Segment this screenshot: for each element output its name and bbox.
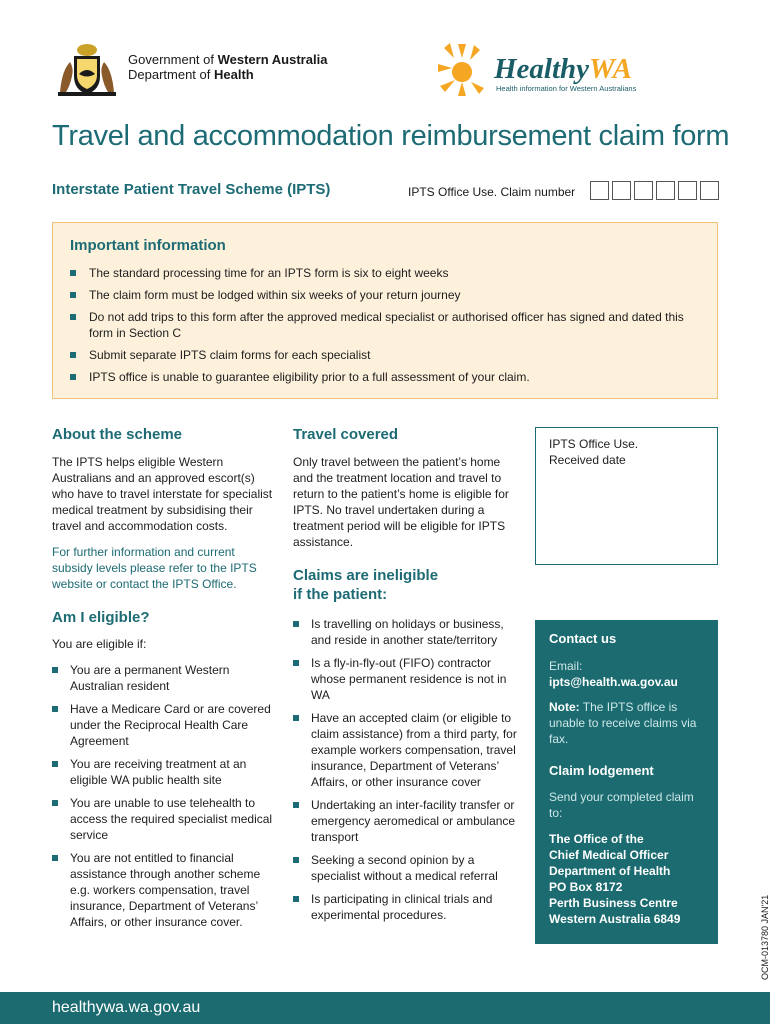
about-body: The IPTS helps eligible Western Australians and an approved escort(s) who have to travel interstate for specialist medical treatment by subsidising their travel and accommodation costs. <box>52 455 273 533</box>
ineligible-heading: Claims are ineligible if the patient: <box>293 567 439 603</box>
claim-number-box[interactable] <box>700 181 719 200</box>
list-item: Undertaking an inter-facility transfer or emergency aeromedical or ambulance transport <box>293 797 518 845</box>
list-item: You are receiving treatment at an eligible WA public health site <box>52 756 277 788</box>
list-item: Have a Medicare Card or are covered under the Reciprocal Health Care Agreement <box>52 701 277 749</box>
claim-number-label: IPTS Office Use. Claim number <box>408 185 576 199</box>
travel-heading: Travel covered <box>293 426 399 443</box>
claim-lodgement-heading: Claim lodgement <box>549 763 654 778</box>
lodgement-text: Send your completed claim to: <box>549 790 694 820</box>
claim-number-box[interactable] <box>678 181 697 200</box>
contact-panel <box>535 620 718 944</box>
form-code: OCM-013780 JAN'21 <box>760 894 770 980</box>
list-item: The claim form must be lodged within six weeks of your return journey <box>70 287 699 303</box>
claim-number-box[interactable] <box>634 181 653 200</box>
list-item: Submit separate IPTS claim forms for each specialist <box>70 347 699 363</box>
list-item: You are not entitled to financial assistance through another scheme e.g. workers compensation, travel insurance, Department of Veterans’ Affairs, or other insurance cover. <box>52 850 277 930</box>
office-use-received-date-box[interactable] <box>535 427 718 565</box>
list-item: Do not add trips to this form after the approved medical specialist or authorised officer has signed and dated this form in Section C <box>70 309 699 341</box>
about-scheme-section <box>52 425 277 930</box>
fax-note: Note: The IPTS office is unable to receive claims via fax. <box>549 700 697 746</box>
travel-covered-section <box>293 425 518 923</box>
email-link[interactable]: ipts@health.wa.gov.au <box>549 675 678 689</box>
claim-number-box[interactable] <box>612 181 631 200</box>
list-item: Is travelling on holidays or business, and reside in another state/territory <box>293 616 518 648</box>
eligible-intro: You are eligible if: <box>52 637 147 651</box>
scheme-subtitle: Interstate Patient Travel Scheme (IPTS) <box>52 181 331 198</box>
logo-tagline: Health information for Western Australians <box>496 84 637 93</box>
list-item: Is participating in clinical trials and experimental procedures. <box>293 891 518 923</box>
footer-bar <box>0 992 770 1024</box>
list-item: Seeking a second opinion by a specialist without a medical referral <box>293 852 518 884</box>
list-item: You are a permanent Western Australian resident <box>52 662 277 694</box>
list-item: Is a fly-in-fly-out (FIFO) contractor whose permanent residence is not in WA <box>293 655 518 703</box>
claim-number-box[interactable] <box>656 181 675 200</box>
wa-government-crest-logo <box>54 42 120 98</box>
important-information-panel <box>52 222 718 399</box>
more-info-text: For further information and current subsidy levels please refer to the IPTS website or contact the IPTS Office. <box>52 545 257 591</box>
postal-address: The Office of the Chief Medical Officer Department of Health PO Box 8172 Perth Business Centre Western Australia 6849 <box>549 832 681 926</box>
government-department-name: Government of Western Australia Department of Health <box>128 52 328 82</box>
list-item: IPTS office is unable to guarantee eligibility prior to a full assessment of your claim. <box>70 369 699 385</box>
eligible-heading: Am I eligible? <box>52 609 150 626</box>
list-item: You are unable to use telehealth to access the required specialist medical service <box>52 795 277 843</box>
list-item: Have an accepted claim (or eligible to claim assistance) from a third party, for example workers compensation, travel insurance, Department of Veterans’ Affairs, or other insurance cover <box>293 710 518 790</box>
logo-wordmark: HealthyWA <box>494 53 633 85</box>
travel-body: Only travel between the patient’s home and the treatment location and travel to return to the patient’s home is eligible for IPTS. No travel undertaken during a treatment period will be eligible for IPTS assistance. <box>293 455 509 549</box>
received-date-label: IPTS Office Use. Received date <box>549 437 639 467</box>
list-item: The standard processing time for an IPTS form is six to eight weeks <box>70 265 699 281</box>
footer-website-link[interactable]: healthywa.wa.gov.au <box>52 999 201 1016</box>
healthywa-logo <box>436 42 676 98</box>
email-label: Email: <box>549 659 583 673</box>
about-heading: About the scheme <box>52 426 183 443</box>
contact-heading: Contact us <box>549 631 617 646</box>
page-title: Travel and accommodation reimbursement claim form <box>52 120 730 152</box>
claim-number-boxes[interactable] <box>590 181 719 200</box>
important-heading: Important information <box>70 237 226 254</box>
claim-number-box[interactable] <box>590 181 609 200</box>
